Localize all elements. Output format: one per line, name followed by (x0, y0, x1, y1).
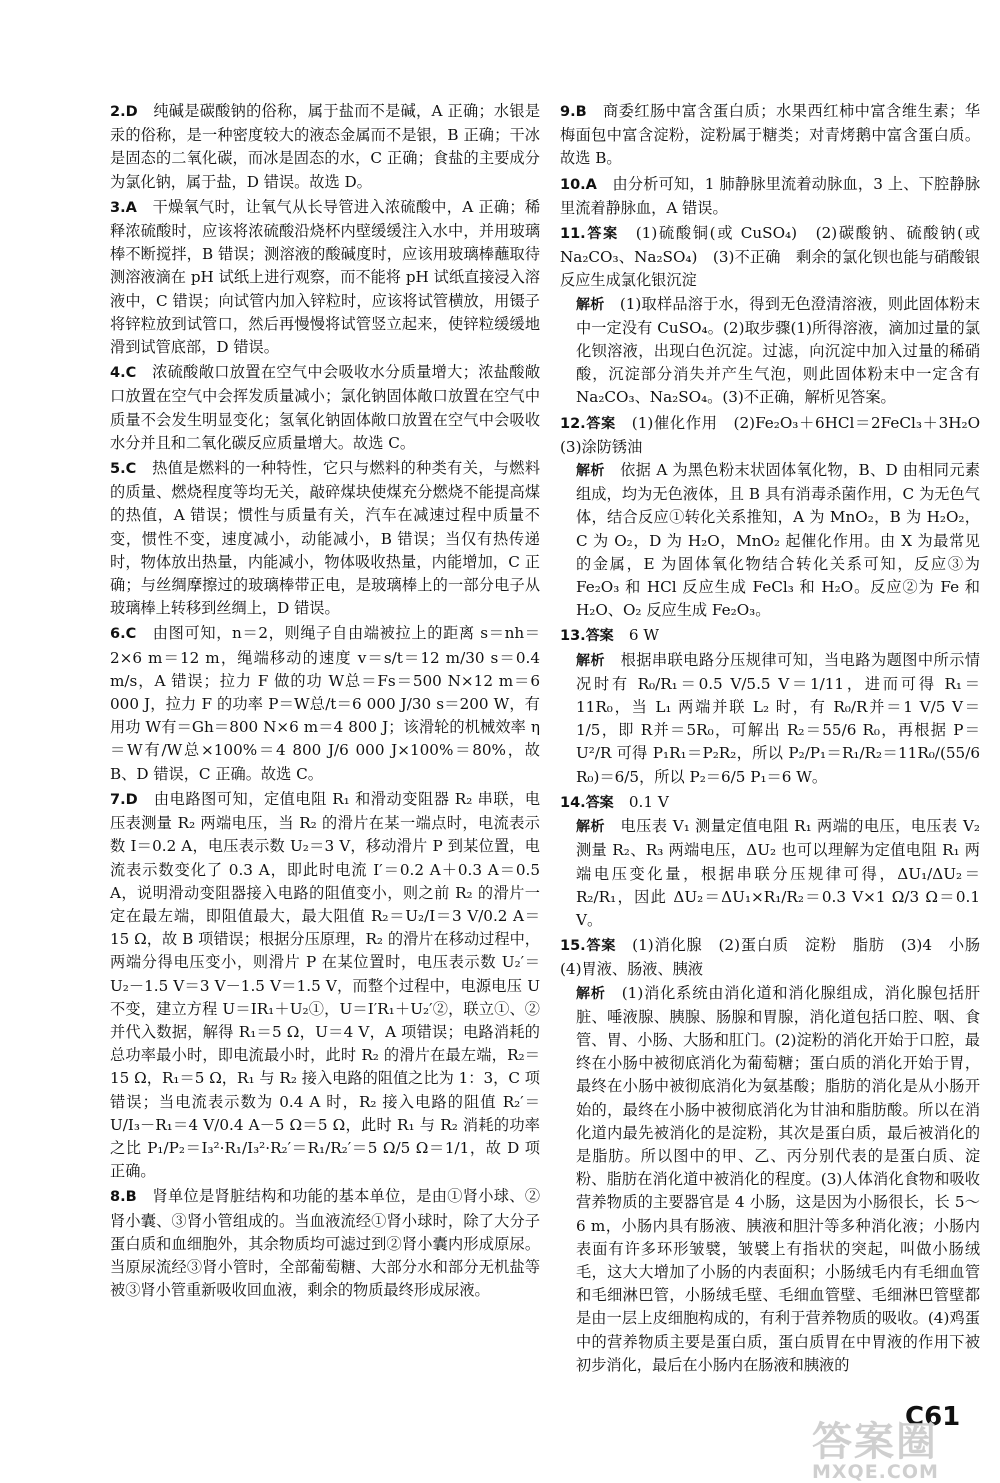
item-text: 由图可知，n＝2，则绳子自由端被拉上的距离 s＝nh＝2×6 m＝12 m，绳端移动的速度 v＝s/t＝12 m/30 s＝0.4 m/s，A 错误；拉力 F 做的功 W总＝Fs＝500 N×12 m＝6 000 J，拉力 F 的功率 P＝W总/t＝6 000 J/30 s＝200 W，有用功 W有＝Gh＝800 N×6 m＝4 800 J；该滑轮的机械效率 η＝W有/W总×100%＝4 800 J/6 000 J×100%＝80%，故 B、D 错误，C 正确。故选 C。 (110, 624, 540, 783)
item-number: 7.D (110, 791, 138, 808)
item-number: 11. (560, 226, 586, 243)
analysis-block (560, 815, 980, 932)
item-number: 12. (560, 415, 586, 432)
analysis-text: 根据串联电路分压规律可知，当电路为题图中所示情况时有 R₀/R₁＝0.5 V/5.5 V＝1/11，进而可得 R₁＝11R₀，当 L₁ 两端并联 L₂ 时，有 R₀/R并＝1 V/5 V＝1/5，即 R并＝5R₀，可解出 R₂＝55/6 R₀，再根据 P＝U²/R 可得 P₁R₁＝P₂R₂，所以 P₂/P₁＝R₁/R₂＝11R₀/(55/6 R₀)＝6/5，所以 P₂＝6/5 P₁＝6 W。 (576, 650, 981, 786)
item-text: 纯碱是碳酸钠的俗称，属于盐而不是碱，A 正确；水银是汞的俗称，是一种密度较大的液态金属而不是银，B 正确；干冰是固态的二氧化碳，而冰是固态的水，C 正确；食盐的主要成分为氯化钠，属于盐，D 错误。故选 D。 (110, 102, 541, 191)
item-number: 6.C (110, 626, 137, 643)
item-number: 9.B (560, 104, 587, 120)
answer-item (560, 412, 996, 623)
answer-label: 答案 (585, 628, 614, 645)
analysis-text: 电压表 V₁ 测量定值电阻 R₁ 两端的电压，电压表 V₂ 测量 R₂、R₃ 两端电压，ΔU₂ 也可以理解为定值电阻 R₁ 两端电压变化量，根据串联分压规律可得，ΔU₁/ΔU₂＝R₂/R₁，因此 ΔU₂＝ΔU₁×R₁/R₂＝0.3 V×1 Ω/3 Ω＝0.1 V。 (576, 817, 981, 929)
answer-item (560, 222, 980, 410)
analysis-block (560, 649, 980, 789)
answer-label: 答案 (585, 794, 614, 811)
analysis-label: 解析 (576, 463, 605, 480)
item-number: 8.B (110, 1189, 137, 1206)
analysis-label: 解析 (576, 296, 605, 313)
item-number: 15. (560, 938, 586, 955)
analysis-block (560, 982, 980, 1377)
item-text: 肾单位是肾脏结构和功能的基本单位，是由①肾小球、②肾小囊、③肾小管组成的。当血液流经①肾小球时，除了大分子蛋白质和血细胞外，其余物质均可滤过到②肾小囊内形成原尿。当原尿流经③肾小管时，全部葡萄糖、大部分水和部分无机盐等被③肾小管重新吸收回血液，剩余的物质最终形成尿液。 (110, 1187, 541, 1300)
item-text: 6 W (628, 626, 659, 645)
item-number: 13. (560, 628, 586, 645)
answer-item (110, 100, 540, 194)
answer-item (110, 457, 540, 620)
answer-item (560, 791, 980, 932)
analysis-text: (1)取样品溶于水，得到无色澄清溶液，则此固体粉末中一定没有 CuSO₄。(2)取步骤(1)所得溶液，滴加过量的氯化钡溶液，出现白色沉淀。过滤，向沉淀中加入过量的稀硝酸，沉淀部分消失并产生气泡，则此固体粉末中一定含有 Na₂CO₃、Na₂SO₄。(3)不正确，解析见答案。 (576, 294, 981, 407)
right-column (560, 100, 996, 1379)
analysis-label: 解析 (576, 819, 605, 836)
analysis-label: 解析 (576, 985, 606, 1002)
answer-item (110, 788, 540, 1183)
analysis-block (560, 293, 980, 410)
item-number: 14. (560, 794, 586, 811)
answer-label: 答案 (585, 415, 616, 432)
answer-item (560, 624, 980, 788)
page-number: C61 (905, 1402, 961, 1432)
item-text: 干燥氧气时，让氧气从长导管进入浓硫酸中，A 正确；稀释浓硫酸时，应该将浓硫酸沿烧杯内壁缓缓注入水中，并用玻璃棒不断搅拌，B 错误；测溶液的酸碱度时，应该用玻璃棒蘸取待测溶液滴在 pH 试纸上进行观察，而不能将 pH 试纸直接浸入溶液中，C 错误；向试管内加入锌粒时，应该将试管横放，用镊子将锌粒放到试管口，然后再慢慢将试管竖立起来，使锌粒缓缓地滑到试管底部，D 错误。 (110, 197, 541, 357)
item-number: 3.A (110, 199, 137, 216)
item-text: 热值是燃料的一种特性，它只与燃料的种类有关，与燃料的质量、燃烧程度等均无关，敲碎煤块使煤充分燃烧不能提高煤的热值，A 错误；惯性与质量有关，汽车在减速过程中质量不变，惯性不变，速度减小，动能减小，B 错误；当仅有热传递时，物体放出热量，内能减小，物体吸收热量，内能增加，C 正确；与丝绸摩擦过的玻璃棒带正电，是玻璃棒上的一部分电子从玻璃棒上转移到丝绸上，D 错误。 (110, 459, 541, 618)
item-number: 4.C (110, 365, 137, 382)
answer-item (560, 100, 980, 171)
analysis-text: (1)消化系统由消化道和消化腺组成，消化腺包括肝脏、唾液腺、胰腺、肠腺和胃腺，消化道包括口腔、咽、食管、胃、小肠、大肠和肛门。(2)淀粉的消化开始于口腔，最终在小肠中被彻底消化为葡萄糖；蛋白质的消化开始于胃，最终在小肠中被彻底消化为氨基酸；脂肪的消化是从小肠开始的，最终在小肠中被彻底消化为甘油和脂肪酸。所以在消化道内最先被消化的是淀粉，其次是蛋白质，最后被消化的是脂肪。所以图中的甲、乙、丙分别代表的是蛋白质、淀粉、脂肪在消化道中被消化的程度。(3)人体消化食物和吸收营养物质的主要器官是 4 小肠，这是因为小肠很长，长 5～6 m，小肠内具有肠液、胰液和胆汁等多种消化液；小肠内表面有许多环形皱襞，皱襞上有指状的突起，叫做小肠绒毛，这大大增加了小肠的内表面积；小肠绒毛内有毛细血管和毛细淋巴管，小肠绒毛壁、毛细血管壁、毛细淋巴管壁都是由一层上皮细胞构成的，有利于营养物质的吸收。(4)鸡蛋中的营养物质主要是蛋白质，蛋白质胃在中胃液的作用下被初步消化，最后在小肠内在肠液和胰液的 (576, 983, 981, 1374)
item-number: 5.C (110, 461, 137, 478)
item-text: (1)消化腺 (2)蛋白质 淀粉 脂肪 (3)4 小肠 (4)胃液、肠液、胰液 (560, 936, 996, 979)
watermark-main: 答案圈 (812, 1419, 938, 1465)
answer-item (110, 1185, 540, 1302)
answer-item (110, 622, 540, 785)
answer-label: 答案 (585, 938, 617, 955)
item-text: (1)催化作用 (2)Fe₂O₃＋6HCl＝2FeCl₃＋3H₂O (3)涂防锈油 (560, 413, 996, 456)
item-text: (1)硫酸铜(或 CuSO₄) (2)碳酸钠、硫酸钠(或 Na₂CO₃、Na₂SO₄) (3)不正确 剩余的氯化钡也能与硝酸银反应生成氯化银沉淀 (560, 224, 981, 290)
item-text: 商委红肠中富含蛋白质；水果西红柿中富含维生素；华梅面包中富含淀粉，淀粉属于糖类；对青烤鹅中富含蛋白质。故选 B。 (560, 102, 981, 168)
item-text: 浓硫酸敞口放置在空气中会吸收水分质量增大；浓盐酸敞口放置在空气中会挥发质量减小；氯化钠固体敞口放置在空气中质量不会发生明显变化；氢氧化钠固体敞口放置在空气中会吸收水分并且和二氧化碳反应质量增大。故选 C。 (110, 363, 541, 452)
left-column (110, 100, 540, 1304)
watermark-logo (812, 1410, 939, 1483)
item-text: 由分析可知，1 肺静脉里流着动脉血，3 上、下腔静脉里流着静脉血，A 错误。 (560, 174, 981, 217)
answer-label: 答案 (585, 226, 619, 243)
answer-item (110, 361, 540, 455)
answer-item (560, 173, 980, 220)
item-text: 0.1 V (628, 792, 669, 811)
item-number: 10.A (560, 176, 597, 193)
analysis-label: 解析 (576, 652, 605, 669)
analysis-text: 依据 A 为黑色粉末状固体氧化物，B、D 由相同元素组成，均为无色液体，且 B 具有消毒杀菌作用，C 为无色气体，结合反应①转化关系推知，A 为 MnO₂，B 为 H₂O₂，C 为 O₂，D 为 H₂O，MnO₂ 起催化作用。由 X 为最常见的金属，E 为固体氧化物结合转化关系可知，反应③为 Fe₂O₃ 和 HCl 反应生成 FeCl₃ 和 H₂O。反应②为 Fe 和 H₂O、O₂ 反应生成 Fe₂O₃。 (576, 461, 981, 620)
item-text: 由电路图可知，定值电阻 R₁ 和滑动变阻器 R₂ 串联，电压表测量 R₂ 两端电压，当 R₂ 的滑片在某一端点时，电流表示数 I＝0.2 A，电压表示数 U₂＝3 V，移动滑片 P 到某位置，电流表示数变化了 0.3 A，即此时电流 I′＝0.2 A＋0.3 A＝0.5 A，说明滑动变阻器接入电路的阻值变小，则之前 R₂ 的滑片一定在最左端，即阻值最大，最大阻值 R₂＝U₂/I＝3 V/0.2 A＝15 Ω，故 B 项错误；根据分压原理，R₂ 的滑片在移动过程中，两端分得电压变小，则滑片 P 在某位置时，电压表示数 U₂′＝U₂－1.5 V＝3 V－1.5 V＝1.5 V，而整个过程中，电源电压 U 不变，建立方程 U＝IR₁＋U₂①，U＝I′R₁＋U₂′②，联立①、②并代入数据，解得 R₁＝5 Ω，U＝4 V，A 项错误；电路消耗的总功率最小时，即电流最小时，此时 R₂ 的滑片在最左端，R₂＝15 Ω，R₁＝5 Ω，R₁ 与 R₂ 接入电路的阻值之比为 1：3，C 项错误；当电流表示数为 0.4 A 时，R₂ 接入电路的阻值 R₂′＝U/I₃－R₁＝4 V/0.4 A－5 Ω＝5 Ω，此时 R₁ 与 R₂ 消耗的功率之比 P₁/P₂＝I₃²·R₁/I₃²·R₂′＝R₁/R₂′＝5 Ω/5 Ω＝1/1，故 D 项正确。 (110, 789, 541, 1181)
analysis-block (560, 459, 980, 622)
item-number: 2.D (110, 104, 138, 120)
answer-item (110, 196, 540, 359)
watermark-site: MXQE.COM (812, 1461, 939, 1483)
answer-item (560, 934, 996, 1377)
